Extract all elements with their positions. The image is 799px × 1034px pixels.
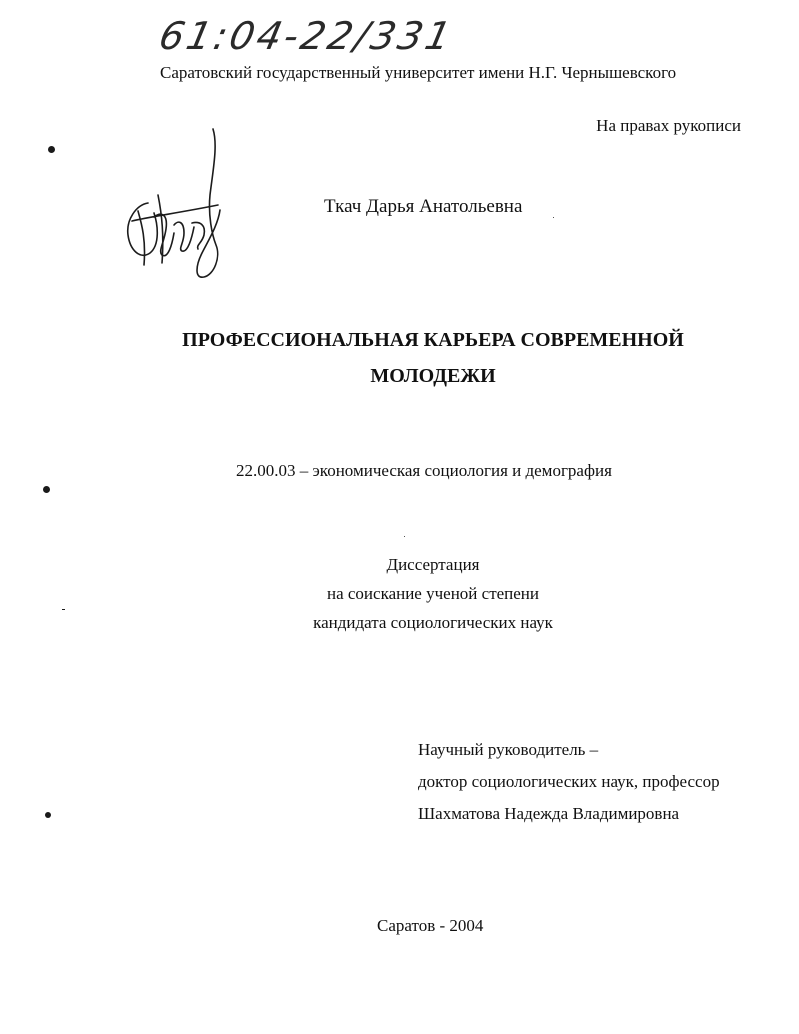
handwritten-catalog-number: 61:04-22/331 xyxy=(155,14,458,58)
scan-speck xyxy=(553,217,554,218)
dissertation-degree-block xyxy=(0,550,799,637)
title-line-2: МОЛОДЕЖИ xyxy=(370,365,496,387)
rights-note: На правах рукописи xyxy=(596,116,741,135)
dissertation-line-2: на соискание ученой степени xyxy=(326,584,540,603)
city-year: Саратов - 2004 xyxy=(377,916,484,935)
supervisor-line-3: Шахматова Надежда Владимировна xyxy=(418,804,680,823)
dissertation-line-3: кандидата социологических наук xyxy=(313,613,553,632)
title-line-1: ПРОФЕССИОНАЛЬНАЯ КАРЬЕРА СОВРЕМЕННОЙ xyxy=(182,329,684,351)
specialty-code: 22.00.03 – экономическая социология и демография xyxy=(236,461,612,480)
scan-speck xyxy=(404,536,405,537)
university-name: Саратовский государственный университет имени Н.Г. Чернышевского xyxy=(160,63,677,82)
supervisor-block xyxy=(418,734,720,830)
supervisor-line-1: Научный руководитель – xyxy=(418,740,599,759)
dissertation-title xyxy=(0,322,799,394)
binding-hole-mark xyxy=(43,486,50,493)
author-name: Ткач Дарья Анатольевна xyxy=(324,196,523,217)
binding-hole-mark xyxy=(48,146,55,153)
scan-speck xyxy=(62,609,65,610)
handwritten-signature xyxy=(118,125,228,285)
dissertation-line-1: Диссертация xyxy=(386,555,480,574)
supervisor-line-2: доктор социологических наук, профессор xyxy=(418,772,720,791)
binding-hole-mark xyxy=(45,812,51,818)
